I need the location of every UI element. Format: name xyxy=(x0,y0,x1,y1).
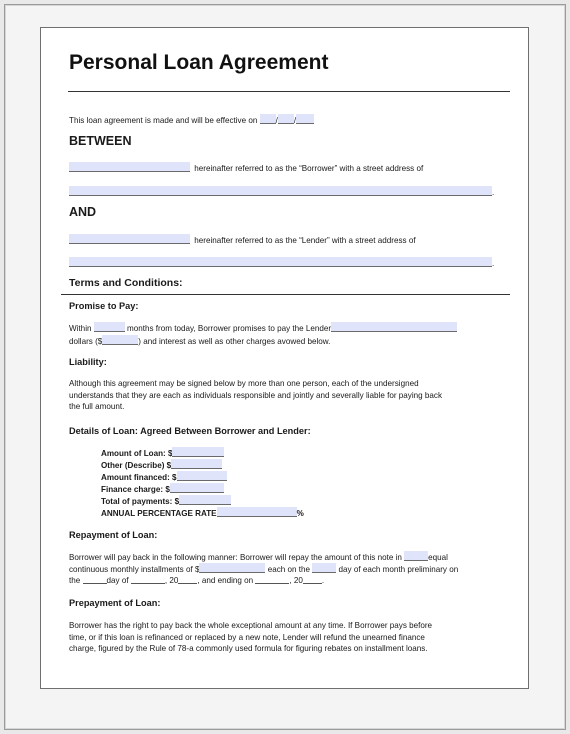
lender-address-line: . xyxy=(69,253,494,271)
liability-heading: Liability: xyxy=(69,357,107,367)
other-describe-row xyxy=(101,459,222,470)
terms-heading: Terms and Conditions: xyxy=(69,277,183,289)
date-day-field[interactable] xyxy=(275,114,297,125)
repayment-heading: Repayment of Loan: xyxy=(69,530,158,540)
repayment-text-3b: day of xyxy=(106,576,129,585)
amount-financed-label: Amount financed: $ xyxy=(101,473,177,482)
repayment-line-2 xyxy=(69,563,458,576)
terms-rule xyxy=(61,294,510,295)
finance-charge-field[interactable] xyxy=(170,483,224,493)
repayment-text-1a: Borrower will pay back in the following manner: Borrower will repay the amount of this note in xyxy=(69,553,402,562)
borrower-text: hereinafter referred to as the “Borrower” with a street address of xyxy=(194,164,424,173)
prepayment-line: Borrower has the right to pay back the whole exceptional amount at any time. If Borrower pays before xyxy=(69,621,433,630)
date-year-field[interactable] xyxy=(293,114,314,125)
end-year-field[interactable] xyxy=(303,575,325,585)
lender-name-field[interactable] xyxy=(69,234,190,244)
promise-line-1 xyxy=(69,322,457,335)
repayment-text-3a: the xyxy=(69,576,81,585)
date-month-field[interactable] xyxy=(260,114,276,124)
and-heading: AND xyxy=(69,205,97,219)
intro-text: This loan agreement is made and will be effective on xyxy=(69,116,258,125)
lender-address-field[interactable] xyxy=(69,257,492,267)
end-date-field[interactable] xyxy=(255,575,289,584)
installment-amount-field[interactable] xyxy=(199,563,265,573)
amount-financed-row xyxy=(101,471,227,482)
amount-of-loan-field[interactable] xyxy=(172,447,224,457)
amount-financed-field[interactable] xyxy=(177,471,227,481)
amount-of-loan-label: Amount of Loan: $ xyxy=(101,449,173,458)
total-payments-label: Total of payments: $ xyxy=(101,497,180,506)
dollars-field[interactable] xyxy=(102,335,138,345)
repayment-text-2c: day of each month preliminary on xyxy=(338,565,459,574)
repayment-text-3c: , 20 xyxy=(164,576,179,585)
prepayment-line: time, or if this loan is refinanced or replaced by a new note, Lender will refund the unearned finance xyxy=(69,632,425,642)
lender-payee-field[interactable] xyxy=(331,322,457,332)
promise-text-2b: ) and interest as well as other charges avowed below. xyxy=(138,337,331,346)
borrower-address-line: . xyxy=(69,182,494,200)
title-rule xyxy=(68,91,510,92)
apr-row xyxy=(101,507,304,518)
total-payments-field[interactable] xyxy=(179,495,231,505)
months-field[interactable] xyxy=(94,322,125,332)
amount-of-loan-row xyxy=(101,447,224,458)
lender-line xyxy=(69,234,416,245)
borrower-line xyxy=(69,162,423,173)
promise-line-2 xyxy=(69,335,330,348)
repayment-text-3d: , and ending on xyxy=(197,576,254,585)
repayment-text-2a: continuous monthly installments of $ xyxy=(69,565,200,574)
repayment-line-3 xyxy=(69,575,324,587)
borrower-address-field[interactable] xyxy=(69,186,492,196)
liability-line: Although this agreement may be signed below by more than one person, each of the undersigned xyxy=(69,379,419,388)
promise-text-2a: dollars ($ xyxy=(69,337,103,346)
liability-line: understands that they are each as individuals responsible and jointly and severally liable for paying back xyxy=(69,390,442,400)
promise-text-1b: months from today, Borrower promises to pay the Lender xyxy=(127,324,332,333)
start-year-field[interactable] xyxy=(178,575,197,584)
borrower-name-field[interactable] xyxy=(69,162,190,172)
promise-text-1a: Within xyxy=(69,324,92,333)
liability-line: the full amount. xyxy=(69,402,125,411)
other-describe-label: Other (Describe) $ xyxy=(101,461,172,470)
repayment-line-1 xyxy=(69,551,448,564)
start-month-field[interactable] xyxy=(131,575,165,584)
start-day-field[interactable] xyxy=(83,575,107,584)
lender-text: hereinafter referred to as the “Lender” with a street address of xyxy=(194,236,416,245)
document-title: Personal Loan Agreement xyxy=(69,51,329,74)
payment-day-field[interactable] xyxy=(312,563,336,573)
finance-charge-label: Finance charge: $ xyxy=(101,485,170,494)
promise-heading: Promise to Pay: xyxy=(69,301,139,311)
date-sep-2: / xyxy=(293,116,297,125)
details-heading: Details of Loan: Agreed Between Borrower and Lender: xyxy=(69,426,311,436)
liability-paragraph xyxy=(69,378,442,413)
percent-sign: % xyxy=(296,509,304,518)
prepayment-paragraph xyxy=(69,620,432,655)
installments-count-field[interactable] xyxy=(404,551,428,561)
repayment-text-3e: , 20 xyxy=(289,576,303,585)
date-sep-1: / xyxy=(275,116,278,125)
apr-field[interactable] xyxy=(217,507,297,517)
finance-charge-row xyxy=(101,483,224,494)
repayment-text-2b: each on the xyxy=(267,565,311,574)
repayment-text-3f: . xyxy=(321,576,325,585)
repayment-text-1b: equal xyxy=(428,553,448,562)
document-page xyxy=(40,27,529,689)
total-payments-row xyxy=(101,495,231,506)
other-describe-field[interactable] xyxy=(171,459,222,469)
prepayment-heading: Prepayment of Loan: xyxy=(69,598,161,608)
apr-label: ANNUAL PERCENTAGE RATE xyxy=(101,509,217,518)
between-heading: BETWEEN xyxy=(69,134,132,148)
intro-line xyxy=(69,114,314,125)
prepayment-line: charge, figured by the Rule of 78-a commonly used formula for figuring rebates on installment loans. xyxy=(69,644,428,653)
